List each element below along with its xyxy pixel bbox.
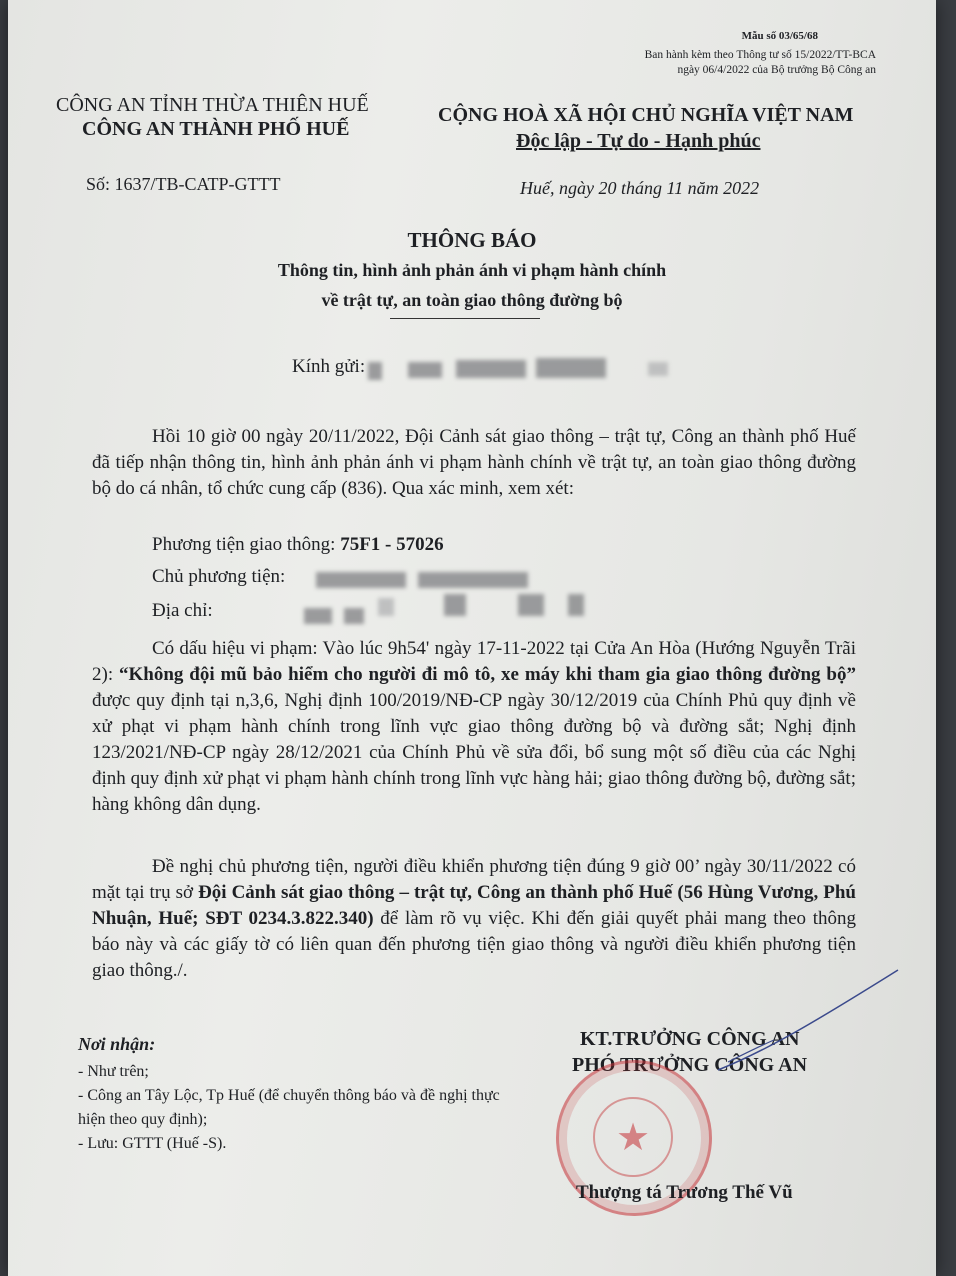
request-instructions: để làm rõ vụ việc. Khi đến giải quyết phải mang theo thông báo này và các giấy tờ có liên quan đến phương tiện giao thông và người điều khiển phương tiện giao thông./. xyxy=(92,908,856,981)
address-label: Địa chỉ: xyxy=(152,600,213,621)
request-intro: Đề nghị chủ phương tiện, người điều khiển phương tiện đúng 9 giờ 00’ ngày 30/11/2022 có mặt tại trụ sở xyxy=(92,856,856,903)
redacted-recipient xyxy=(536,358,606,378)
redacted-recipient xyxy=(456,360,526,378)
violation-description: “Không đội mũ bảo hiểm cho người đi mô tô, xe máy khi tham gia giao thông đường bộ” xyxy=(118,664,856,685)
vehicle-line xyxy=(152,534,444,556)
republic-heading: CỘNG HOÀ XÃ HỘI CHỦ NGHĨA VIỆT NAM xyxy=(438,104,854,126)
vehicle-label: Phương tiện giao thông: xyxy=(152,534,341,555)
recipients-title: Nơi nhận: xyxy=(78,1034,156,1054)
parent-organization: CÔNG AN TỈNH THỪA THIÊN HUẾ xyxy=(56,94,369,116)
redacted-address xyxy=(304,608,332,624)
redacted-address xyxy=(378,598,394,616)
violation-intro: Có dấu hiệu vi phạm: Vào lúc 9h54' ngày 17-11-2022 tại Cửa An Hòa (Hướng Nguyễn Trãi 2): xyxy=(92,638,856,685)
request-location: Đội Cảnh sát giao thông – trật tự, Công an thành phố Huế (56 Hùng Vương, Phú Nhuận, Huế; SĐT 0234.3.822.340) xyxy=(92,882,857,929)
issued-line-1: Ban hành kèm theo Thông tư số 15/2022/TT-BCA xyxy=(644,49,876,61)
signature-stroke xyxy=(708,960,908,1080)
recipient-item: - Công an Tây Lộc, Tp Huế (để chuyển thông báo và đề nghị thực hiện theo quy định); xyxy=(78,1087,500,1128)
redacted-address xyxy=(518,594,544,616)
redacted-address xyxy=(344,608,364,624)
redacted-address xyxy=(568,594,584,616)
recipient-item: - Như trên; xyxy=(78,1063,149,1080)
paragraph-intro: Hồi 10 giờ 00 ngày 20/11/2022, Đội Cảnh sát giao thông – trật tự, Công an thành phố Huế đã tiếp nhận thông tin, hình ảnh phản ánh vi phạm hành chính về trật tự, an toàn giao thông đường bộ do cá nhân, tổ chức cung cấp (836). Qua xác minh, xem xét: xyxy=(92,426,856,499)
star-seal-icon: ★ xyxy=(615,1117,651,1159)
redacted-owner xyxy=(418,572,528,588)
title-underline xyxy=(390,318,540,319)
signer-name: Thượng tá Trương Thế Vũ xyxy=(576,1182,793,1203)
violation-paragraph xyxy=(92,636,856,818)
national-motto: Độc lập - Tự do - Hạnh phúc xyxy=(516,130,761,152)
signature-line xyxy=(728,1040,774,1062)
signature-line xyxy=(718,970,898,1070)
signature-title-1: KT.TRƯỞNG CÔNG AN xyxy=(580,1028,800,1050)
redacted-recipient xyxy=(648,362,668,376)
vehicle-plate: 75F1 - 57026 xyxy=(340,534,444,555)
redacted-recipient xyxy=(368,362,382,380)
redacted-address xyxy=(444,594,466,616)
form-number: Mẫu số 03/65/68 xyxy=(741,30,818,42)
document-page xyxy=(8,0,936,1276)
place-date: Huế, ngày 20 tháng 11 năm 2022 xyxy=(520,178,760,198)
signature-title-2: PHÓ TRƯỞNG CÔNG AN xyxy=(572,1054,808,1076)
owner-label: Chủ phương tiện: xyxy=(152,566,286,587)
recipient-item: - Lưu: GTTT (Huế -S). xyxy=(78,1135,227,1152)
recipients-list xyxy=(78,1060,508,1156)
issuing-organization: CÔNG AN THÀNH PHỐ HUẾ xyxy=(82,118,350,140)
document-subtitle-1: Thông tin, hình ảnh phản ánh vi phạm hành chính xyxy=(277,260,667,280)
document-number: Số: 1637/TB-CATP-GTTT xyxy=(86,174,281,194)
seal-inner-ring xyxy=(593,1097,673,1177)
document-title: THÔNG BÁO xyxy=(407,228,537,252)
document-subtitle-2: về trật tự, an toàn giao thông đường bộ xyxy=(321,290,623,310)
issued-line-2: ngày 06/4/2022 của Bộ trưởng Bộ Công an xyxy=(677,64,876,76)
issued-note xyxy=(645,48,876,78)
violation-legal-basis: được quy định tại n,3,6, Nghị định 100/2019/NĐ-CP ngày 30/12/2019 của Chính Phủ quy định về xử phạt vi phạm hành chính trong lĩnh vực giao thông đường bộ và đường sắt; Nghị định 123/2021/NĐ-CP ngày 28/12/2021 của Chính Phủ về sửa đổi, bổ sung một số điều của các Nghị định quy định xử phạt vi phạm hành chính trong lĩnh vực hàng hải; giao thông đường bộ, đường sắt; hàng không dân dụng. xyxy=(92,690,856,815)
redacted-owner xyxy=(316,572,406,588)
salutation: Kính gửi: xyxy=(292,356,366,377)
redacted-recipient xyxy=(408,362,442,378)
